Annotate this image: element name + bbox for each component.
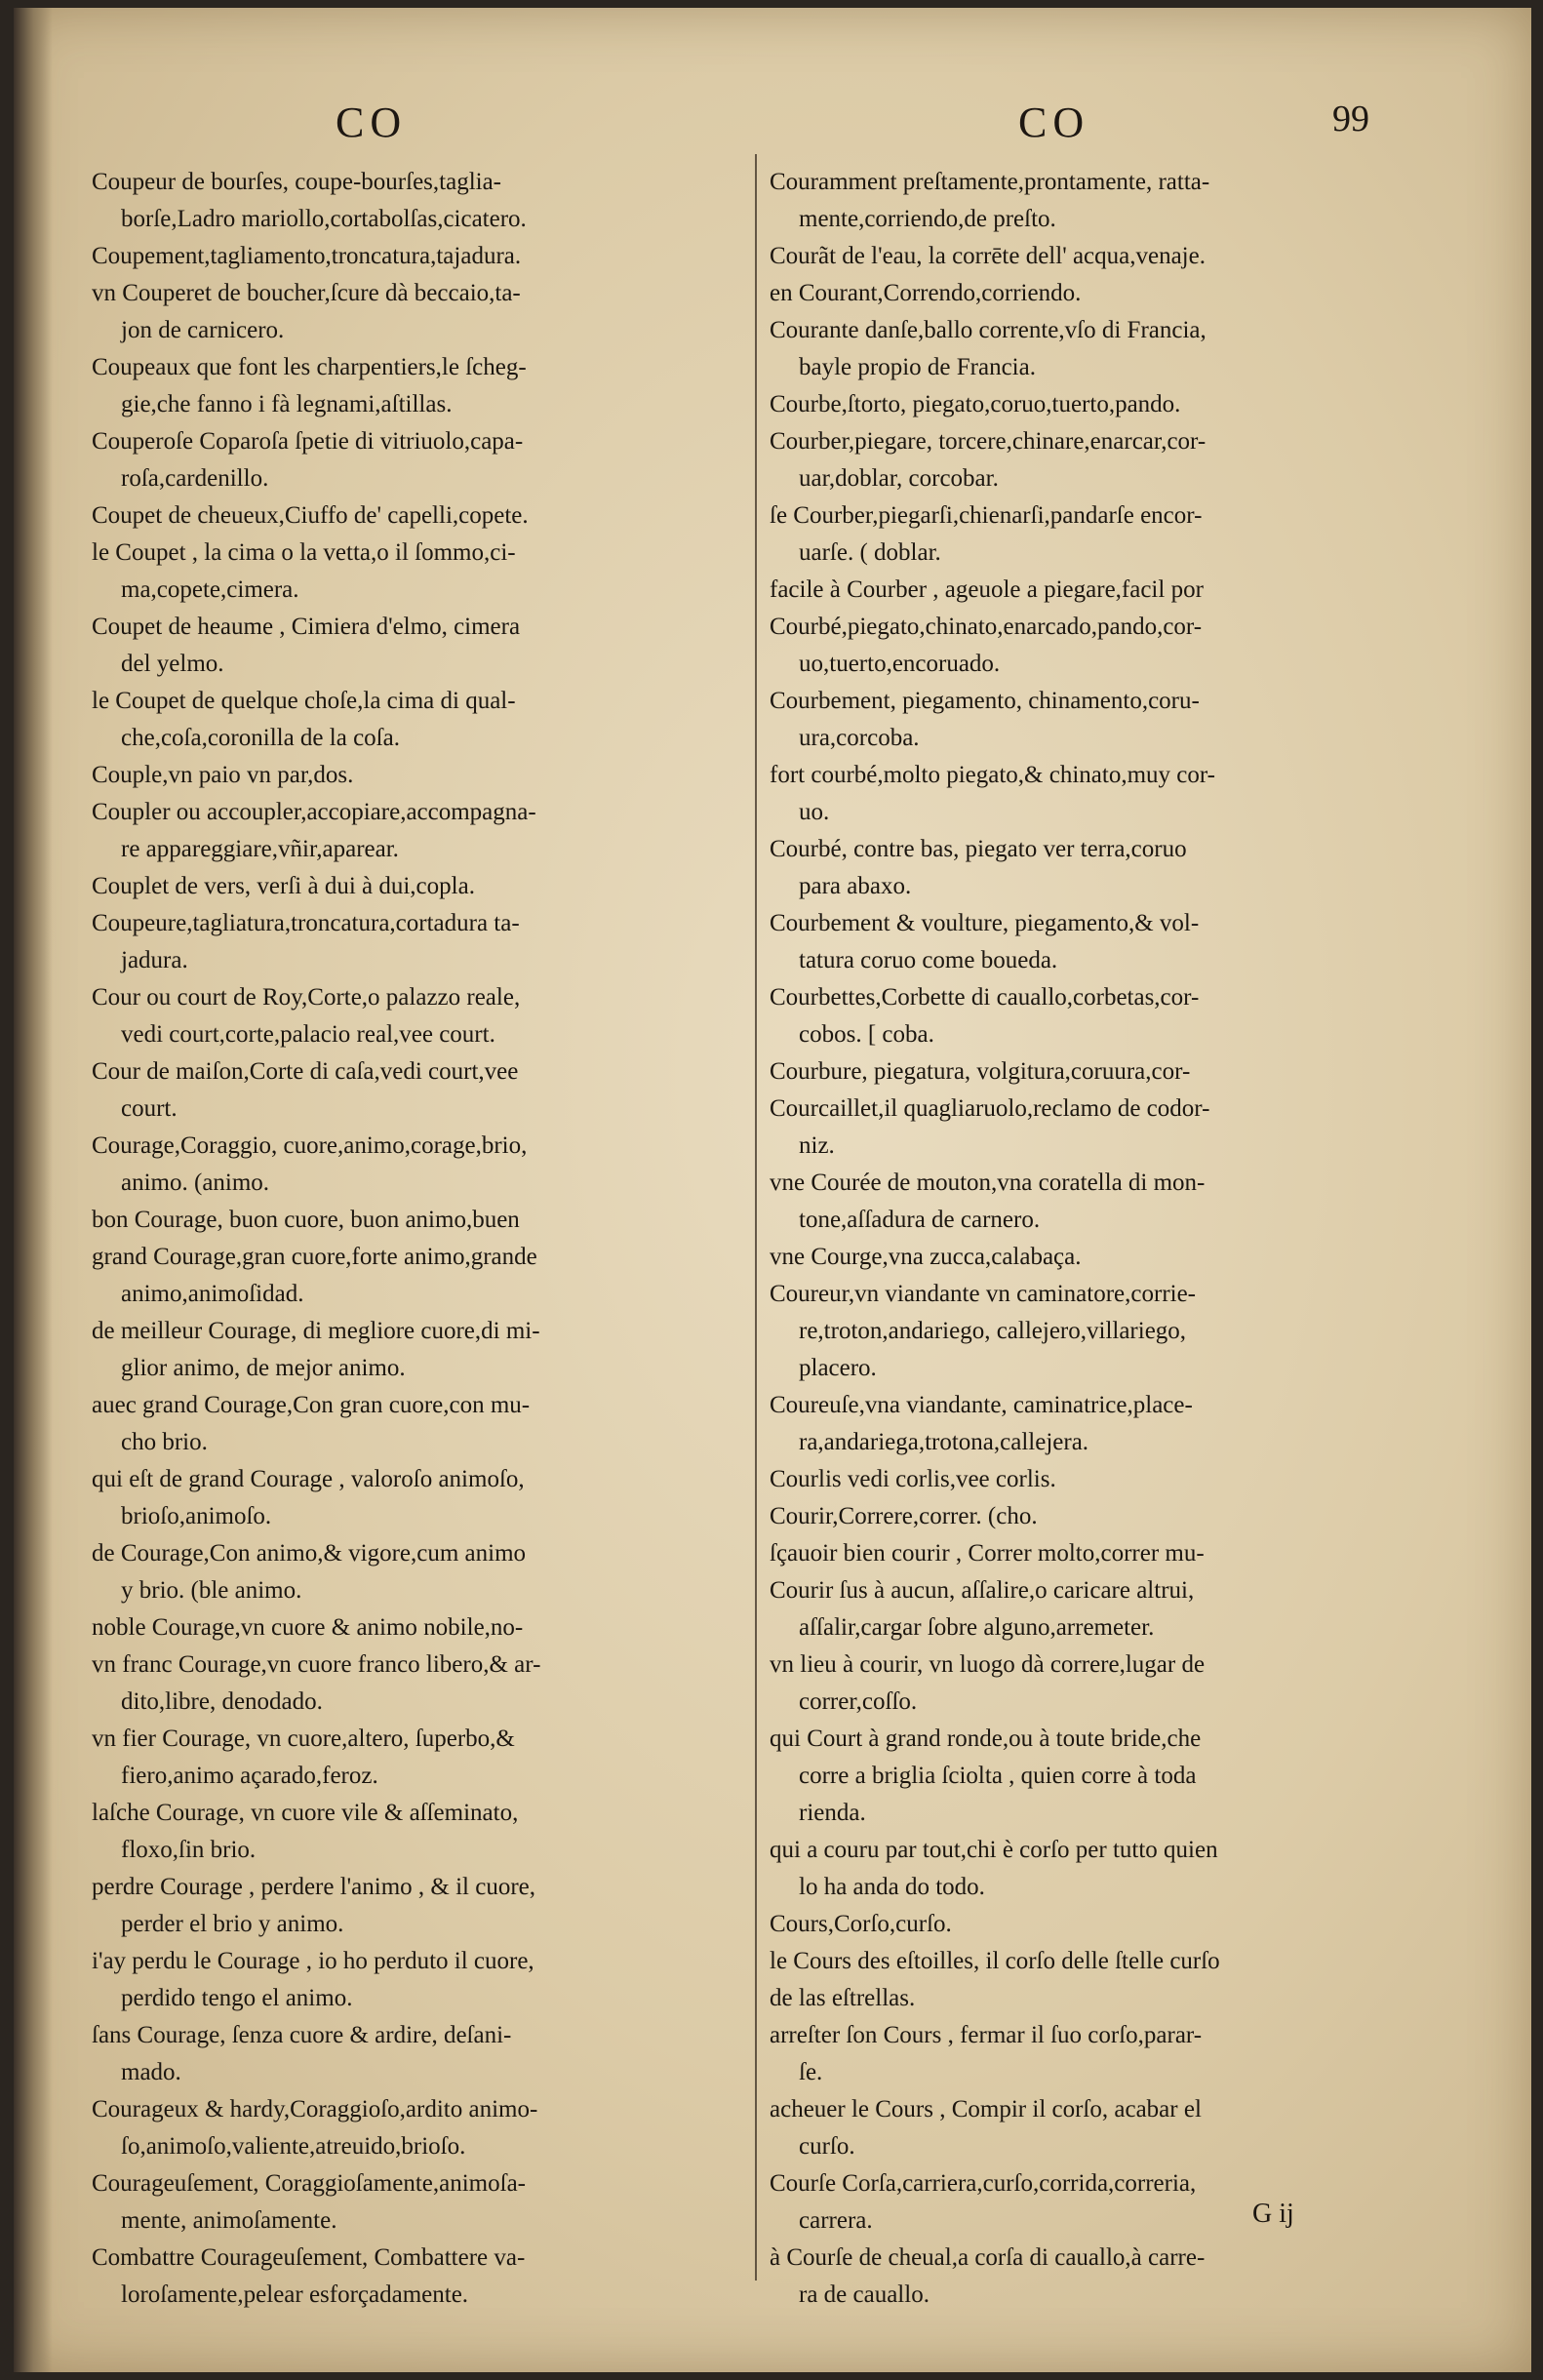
entry-line: lo ha anda do todo. [799, 1874, 985, 1900]
entry-line: Courbement & voulture, piegamento,& vol- [770, 910, 1200, 936]
entry-line: brioſo,animoſo. [121, 1503, 272, 1529]
entry-line: Coupeure,tagliatura,troncatura,cortadura ta- [92, 910, 520, 936]
entry-line: Courbure, piegatura, volgitura,coruura,cor- [770, 1058, 1191, 1085]
left-column [92, 164, 735, 2314]
entry-line: Courir ſus à aucun, aſſalire,o caricare altrui, [770, 1577, 1195, 1604]
entry-line: Cours,Corſo,curſo. [770, 1911, 952, 1937]
entry-line: uarſe. ( doblar. [799, 539, 941, 566]
entry-line: perdre Courage , perdere l'animo , & il cuore, [92, 1874, 536, 1900]
entry-line: à Courſe de cheual,a corſa di cauallo,à carre- [770, 2244, 1206, 2271]
entry-line: Couramment preſtamente,prontamente, ratta- [770, 169, 1210, 195]
entry-line: facile à Courber , ageuole a piegare,facil por [770, 576, 1204, 603]
book-gutter [14, 8, 53, 2372]
entry-line: Combattre Courageuſement, Combattere va- [92, 2244, 526, 2271]
entry-line: Coupet de cheueux,Ciuffo de' capelli,copete. [92, 502, 529, 529]
entry-line: vn fier Courage, vn cuore,altero, ſuperbo,& [92, 1726, 515, 1752]
entry-line: Couperoſe Coparoſa ſpetie di vitriuolo,capa- [92, 428, 524, 455]
column-divider [755, 154, 757, 2281]
entry-line: niz. [799, 1132, 835, 1159]
entry-line: animo. (animo. [121, 1170, 270, 1196]
entry-line: Courbé, contre bas, piegato ver terra,coruo [770, 836, 1187, 862]
entry-line: uo. [799, 799, 830, 825]
entry-line: uo,tuerto,encoruado. [799, 651, 1001, 677]
entry-line: le Cours des eſtoilles, il corſo delle ſtelle curſo [770, 1948, 1220, 1974]
entry-line: bon Courage, buon cuore, buon animo,buen [92, 1207, 520, 1233]
right-column [770, 164, 1413, 2314]
entry-line: de las eſtrellas. [770, 1985, 916, 2011]
entry-line: court. [121, 1095, 178, 1122]
entry-line: Coureuſe,vna viandante, caminatrice,place- [770, 1392, 1193, 1418]
entry-line: curſo. [799, 2133, 855, 2160]
entry-line: ſo,animoſo,valiente,atreuido,brioſo. [121, 2133, 466, 2160]
entry-line: mente,corriendo,de preſto. [799, 206, 1056, 232]
entry-line: Cour de maiſon,Corte di caſa,vedi court,vee [92, 1058, 519, 1085]
entry-line: de Courage,Con animo,& vigore,cum animo [92, 1540, 527, 1567]
entry-line: del yelmo. [121, 651, 224, 677]
entry-line: perder el brio y animo. [121, 1911, 344, 1937]
entry-line: Coureur,vn viandante vn caminatore,corrie- [770, 1281, 1197, 1307]
entry-line: ſans Courage, ſenza cuore & ardire, deſani- [92, 2022, 512, 2048]
header-right: CO [1018, 99, 1090, 146]
signature-mark: G ij [1252, 2199, 1294, 2229]
entry-line: Couple,vn paio vn par,dos. [92, 762, 354, 788]
entry-line: tone,aſſadura de carnero. [799, 1207, 1041, 1233]
entry-line: aſſalir,cargar ſobre alguno,arremeter. [799, 1614, 1155, 1641]
entry-line: Courante danſe,ballo corrente,vſo di Francia, [770, 317, 1207, 343]
entry-line: vne Courée de mouton,vna coratella di mon- [770, 1170, 1206, 1196]
entry-line: tatura coruo come boueda. [799, 947, 1058, 973]
entry-line: de meilleur Courage, di megliore cuore,di mi- [92, 1318, 540, 1344]
entry-line: jon de carnicero. [121, 317, 285, 343]
entry-line: en Courant,Correndo,corriendo. [770, 280, 1082, 306]
entry-line: Courber,piegare, torcere,chinare,enarcar,cor- [770, 428, 1207, 455]
entry-line: Coupeur de bourſes, coupe-bourſes,taglia- [92, 169, 502, 195]
entry-line: ma,copete,cimera. [121, 576, 299, 603]
entry-line: ra,andariega,trotona,callejera. [799, 1429, 1089, 1455]
entry-line: Courbé,piegato,chinato,enarcado,pando,cor- [770, 614, 1203, 640]
entry-line: dito,libre, denodado. [121, 1688, 323, 1715]
entry-line: ura,corcoba. [799, 725, 920, 751]
entry-line: fort courbé,molto piegato,& chinato,muy cor- [770, 762, 1216, 788]
entry-line: uar,doblar, corcobar. [799, 465, 999, 492]
entry-line: ſe. [799, 2059, 823, 2085]
entry-line: fiero,animo açarado,feroz. [121, 1763, 378, 1789]
dictionary-page [14, 8, 1531, 2372]
entry-line: carrera. [799, 2207, 873, 2234]
entry-line: correr,coſſo. [799, 1688, 918, 1715]
entry-line: vn lieu à courir, vn luogo dà correre,lugar de [770, 1651, 1206, 1678]
entry-line: auec grand Courage,Con gran cuore,con mu- [92, 1392, 531, 1418]
entry-line: Coupet de heaume , Cimiera d'elmo, cimera [92, 614, 521, 640]
entry-line: Courbement, piegamento, chinamento,coru- [770, 688, 1200, 714]
entry-line: vedi court,corte,palacio real,vee court. [121, 1021, 495, 1048]
entry-line: glior animo, de mejor animo. [121, 1355, 406, 1381]
entry-line: placero. [799, 1355, 877, 1381]
entry-line: vne Courge,vna zucca,calabaça. [770, 1244, 1082, 1270]
entry-line: Cour ou court de Roy,Corte,o palazzo reale, [92, 984, 521, 1011]
entry-line: vn franc Courage,vn cuore franco libero,& ar- [92, 1651, 541, 1678]
entry-line: qui Court à grand ronde,ou à toute bride,che [770, 1726, 1202, 1752]
entry-line: che,coſa,coronilla de la coſa. [121, 725, 400, 751]
entry-line: Courageuſement, Coraggioſamente,animoſa- [92, 2170, 526, 2197]
entry-line: perdido tengo el animo. [121, 1985, 353, 2011]
entry-line: ra de cauallo. [799, 2281, 930, 2308]
entry-line: vn Couperet de boucher,ſcure dà beccaio,ta- [92, 280, 521, 306]
entry-line: corre a briglia ſciolta , quien corre à toda [799, 1763, 1197, 1789]
entry-line: Courbe,ſtorto, piegato,coruo,tuerto,pando. [770, 391, 1181, 417]
entry-line: laſche Courage, vn cuore vile & aſſeminato, [92, 1800, 519, 1826]
entry-line: cobos. [ coba. [799, 1021, 934, 1048]
entry-line: ſe Courber,piegarſi,chienarſi,pandarſe encor- [770, 502, 1203, 529]
entry-line: Coupler ou accoupler,accopiare,accompagna- [92, 799, 536, 825]
entry-line: y brio. (ble animo. [121, 1577, 302, 1604]
entry-line: loroſamente,pelear esforçadamente. [121, 2281, 469, 2308]
entry-line: jadura. [121, 947, 188, 973]
entry-line: bayle propio de Francia. [799, 354, 1036, 380]
entry-line: Courir,Correre,correr. (cho. [770, 1503, 1038, 1529]
entry-line: Courageux & hardy,Coraggioſo,ardito animo- [92, 2096, 538, 2122]
entry-line: Coupement,tagliamento,troncatura,tajadura. [92, 243, 522, 269]
entry-line: arreſter ſon Cours , fermar il ſuo corſo,parar- [770, 2022, 1203, 2048]
page-number: 99 [1332, 99, 1369, 139]
entry-line: ſçauoir bien courir , Correr molto,correr mu- [770, 1540, 1205, 1567]
entry-line: re,troton,andariego, callejero,villariego, [799, 1318, 1187, 1344]
entry-line: mado. [121, 2059, 181, 2085]
entry-line: Courlis vedi corlis,vee corlis. [770, 1466, 1056, 1492]
entry-line: mente, animoſamente. [121, 2207, 337, 2234]
entry-line: cho brio. [121, 1429, 208, 1455]
entry-line: Coupeaux que font les charpentiers,le ſcheg- [92, 354, 527, 380]
entry-line: le Coupet , la cima o la vetta,o il ſommo,ci- [92, 539, 516, 566]
entry-line: borſe,Ladro mariollo,cortabolſas,cicatero. [121, 206, 527, 232]
entry-line: animo,animoſidad. [121, 1281, 304, 1307]
entry-line: para abaxo. [799, 873, 912, 899]
entry-line: roſa,cardenillo. [121, 465, 269, 492]
entry-line: grand Courage,gran cuore,forte animo,grande [92, 1244, 537, 1270]
entry-line: Courſe Corſa,carriera,curſo,corrida,correria, [770, 2170, 1197, 2197]
entry-line: re appareggiare,vñir,aparear. [121, 836, 399, 862]
header-left: CO [336, 99, 408, 146]
entry-line: Couplet de vers, verſi à dui à dui,copla. [92, 873, 475, 899]
entry-line: Courcaillet,il quagliaruolo,reclamo de codor- [770, 1095, 1210, 1122]
entry-line: floxo,ſin brio. [121, 1837, 257, 1863]
entry-line: qui eſt de grand Courage , valoroſo animoſo, [92, 1466, 525, 1492]
entry-line: gie,che fanno i fà legnami,aſtillas. [121, 391, 453, 417]
entry-line: le Coupet de quelque choſe,la cima di qual- [92, 688, 516, 714]
entry-line: Courãt de l'eau, la corrēte dell' acqua,venaje. [770, 243, 1206, 269]
entry-line: Courbettes,Corbette di cauallo,corbetas,cor- [770, 984, 1200, 1011]
entry-line: qui a couru par tout,chi è corſo per tutto quien [770, 1837, 1218, 1863]
entry-line: Courage,Coraggio, cuore,animo,corage,brio, [92, 1132, 528, 1159]
entry-line: acheuer le Cours , Compir il corſo, acabar el [770, 2096, 1202, 2122]
entry-line: i'ay perdu le Courage , io ho perduto il cuore, [92, 1948, 534, 1974]
entry-line: noble Courage,vn cuore & animo nobile,no- [92, 1614, 524, 1641]
entry-line: rienda. [799, 1800, 866, 1826]
